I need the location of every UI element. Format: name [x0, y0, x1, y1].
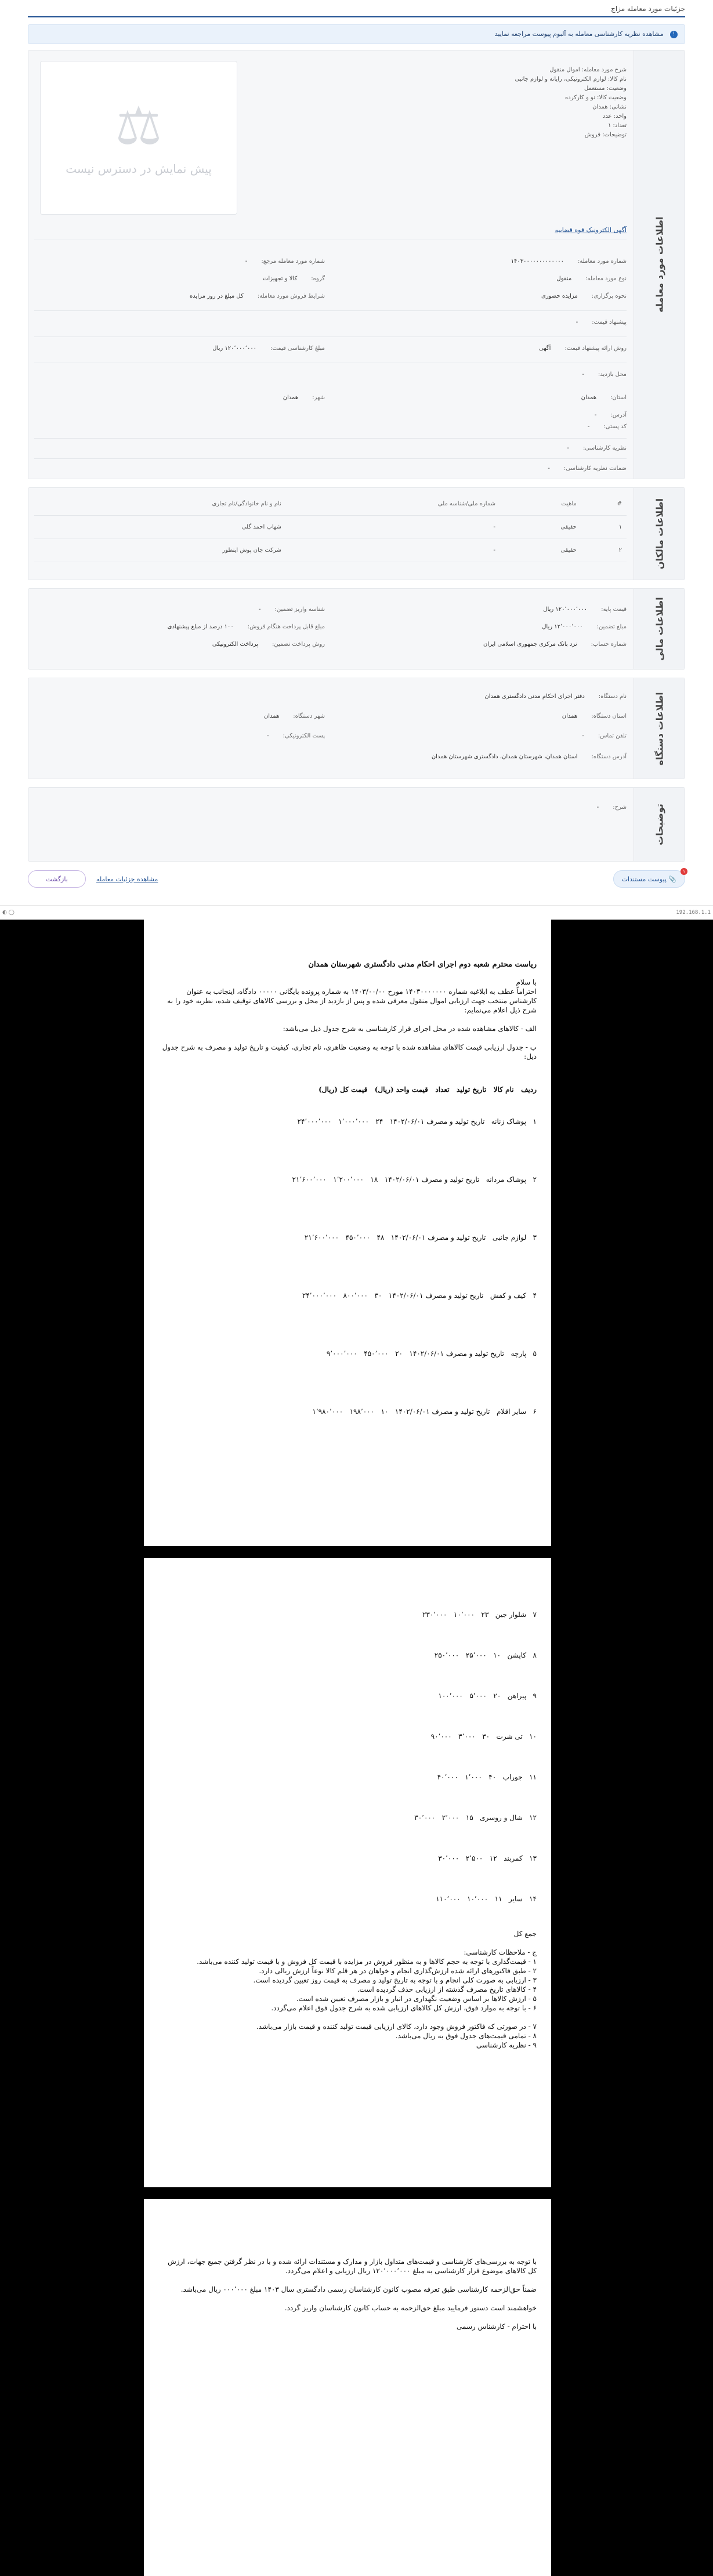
notice-banner — [28, 24, 685, 44]
attachments-count-badge: ۱ — [681, 868, 687, 875]
field-label: استان: — [610, 395, 627, 401]
status-ip: 192.168.1.1 — [676, 910, 711, 916]
document-table-row: ۲ پوشاک مردانه تاریخ تولید و مصرف ۱۴۰۲/۰۶/۰۱ ۱۸ ۱٬۲۰۰٬۰۰۰ ۲۱٬۶۰۰٬۰۰۰ — [292, 1175, 537, 1184]
table-cell: - — [286, 539, 500, 562]
divider — [34, 458, 627, 459]
field-value: همدان — [263, 713, 280, 719]
owners-table — [34, 493, 627, 562]
section-description-header — [634, 788, 685, 861]
summary-line: نشانی: همدان — [592, 104, 627, 110]
paperclip-icon: 📎 — [668, 875, 676, 883]
section-deal-header — [634, 50, 685, 479]
field-label: پست الکترونیکی: — [283, 733, 325, 739]
column-header: شماره ملی/شناسه ملی — [286, 493, 500, 516]
section-finance-header — [634, 589, 685, 669]
field-label: نظریه کارشناسی: — [583, 445, 627, 451]
section-finance — [28, 588, 685, 670]
field-label: تلفن تماس: — [598, 733, 627, 739]
no-image-caption: پیش نمایش در دسترس نیست — [66, 161, 212, 176]
field-label: قیمت پایه: — [601, 606, 627, 613]
status-bar — [0, 905, 713, 920]
field-value: ۱۰۰ درصد از مبلغ پیشنهادی — [167, 624, 234, 630]
document-table-row: ۸ کاپشن ۱۰ ۲۵٬۰۰۰ ۲۵۰٬۰۰۰ — [434, 1651, 537, 1659]
document-table-row: ۱۴ سایر ۱۱ ۱۰٬۰۰۰ ۱۱۰٬۰۰۰ — [436, 1895, 537, 1903]
divider — [34, 438, 627, 439]
section-description — [28, 787, 685, 862]
field-row — [576, 319, 627, 325]
summary-line: واحد: عدد — [602, 113, 627, 120]
gavel-icon: ⚖ — [115, 95, 162, 157]
section-owners-header — [634, 488, 685, 580]
section-deal-body — [34, 55, 627, 474]
field-row — [567, 445, 627, 451]
field-value: - — [245, 258, 248, 265]
document-table-row: ۱۰ تی شرت ۳۰ ۳٬۰۰۰ ۹۰٬۰۰۰ — [430, 1732, 537, 1741]
electronic-notice-link[interactable]: آگهی الکترونیک قوه قضاییه — [555, 226, 627, 234]
summary-line: تعداد: ۱ — [607, 122, 627, 129]
field-value: - — [548, 465, 550, 472]
document-page-2 — [144, 1558, 551, 2187]
field-value: - — [258, 606, 261, 613]
document-table-row: ۷ شلوار جین ۲۳ ۱۰٬۰۰۰ ۲۳۰٬۰۰۰ — [422, 1611, 537, 1619]
field-value: همدان — [562, 713, 578, 719]
field-row — [484, 693, 627, 700]
field-label: کد پستی: — [603, 424, 627, 430]
field-row — [548, 465, 627, 472]
field-row — [245, 258, 325, 265]
document-heading: ریاست محترم شعبه دوم اجرای احکام مدنی دادگستری شهرستان همدان — [308, 960, 537, 969]
field-label: پیشنهاد قیمت: — [592, 319, 627, 325]
section-deal-title: اطلاعات مورد معامله — [654, 216, 665, 313]
field-row — [511, 258, 627, 265]
field-value: ۱۴۰۳۰۰۰۰۰۰۰۰۰۰۰۰۰ — [511, 258, 564, 265]
document-page-3 — [144, 2199, 551, 2576]
field-row — [539, 345, 627, 352]
document-table-row: ۳ لوازم جانبی تاریخ تولید و مصرف ۱۴۰۲/۰۶/۰۱ ۴۸ ۴۵۰٬۰۰۰ ۲۱٬۶۰۰٬۰۰۰ — [304, 1233, 537, 1242]
field-value: - — [594, 412, 597, 418]
summary-line: نام کالا: لوازم الکترونیکی، رایانه و لوازم جانبی — [515, 76, 627, 82]
field-row — [542, 624, 627, 630]
table-cell: حقیقی — [500, 516, 581, 539]
owners-header-row — [34, 493, 627, 516]
field-value: آگهی — [538, 345, 551, 352]
field-label: ضمانت نظریه کارشناسی: — [563, 465, 627, 472]
field-value: - — [567, 445, 569, 451]
document-table-row: ۱۳ کمربند ۱۲ ۲٬۵۰۰ ۳۰٬۰۰۰ — [438, 1854, 537, 1862]
section-owners-title: اطلاعات مالکان — [654, 498, 665, 570]
field-label: گروه: — [311, 276, 325, 282]
field-label: روش ارائه پیشنهاد قیمت: — [564, 345, 627, 352]
section-deal — [28, 50, 685, 479]
details-panel — [0, 0, 713, 920]
document-table-row: ۹ پیراهن ۲۰ ۵٬۰۰۰ ۱۰۰٬۰۰۰ — [438, 1692, 537, 1700]
section-description-title: توضیحات — [654, 804, 665, 845]
document-table-row: ۱۱ جوراب ۴۰ ۱٬۰۰۰ ۴۰٬۰۰۰ — [437, 1773, 537, 1781]
page-title: جزئیات مورد معامله مزاج — [611, 5, 685, 13]
field-label: آدرس دستگاه: — [591, 754, 627, 760]
field-row — [556, 276, 627, 282]
table-cell: حقیقی — [500, 539, 581, 562]
column-header: # — [581, 493, 627, 516]
field-label: مبلغ کارشناسی قیمت: — [270, 345, 325, 352]
section-description-body — [34, 793, 627, 856]
field-value: نزد بانک مرکزی جمهوری اسلامی ایران — [483, 641, 577, 647]
field-row — [264, 713, 325, 719]
field-value: پرداخت الکترونیکی — [212, 641, 258, 647]
info-icon: ! — [670, 31, 678, 38]
field-row — [595, 412, 627, 418]
section-organ-title: اطلاعات دستگاه — [654, 692, 665, 765]
field-row — [283, 395, 325, 401]
field-value: منقول — [556, 276, 572, 282]
field-label: آدرس: — [610, 412, 627, 418]
document-body: با توجه به بررسی‌های کارشناسی و قیمت‌های متداول بازار و مدارک و مستندات ارائه شده و با در نظر گرفتن جمیع جهات، ارزش کل کالاهای موضوع قرار کارشناسی به مبلغ ۱۲۰٬۰۰۰٬۰۰۰ ریال ارزیابی و اعلام می‌گردد. ضمناً حق‌الزحمه کارشناسی طبق تعرفه مصوب کانون کارشناسان رسمی دادگستری سال ۱۴۰۳ مبلغ ۰۰۰٬۰۰۰ ریال می‌باشد. خواهشمند است دستور فرمایید مبلغ حق‌الزحمه به حساب کانون کارشناسان واریز گردد. با احترام - کارشناس رسمی — [168, 2257, 537, 2331]
field-label: شماره مورد معامله مرجع: — [261, 258, 325, 265]
field-label: شرایط فروش مورد معامله: — [257, 293, 325, 299]
field-row — [582, 733, 627, 739]
field-value: همدان — [283, 395, 299, 401]
field-value: ۱۲۰٬۰۰۰٬۰۰۰ ریال — [543, 606, 588, 613]
field-value: - — [596, 804, 599, 811]
field-label: نحوه برگزاری: — [591, 293, 627, 299]
document-table-row: ۶ سایر اقلام تاریخ تولید و مصرف ۱۴۰۲/۰۶/۰۱ ۱۰ ۱۹۸٬۰۰۰ ۱٬۹۸۰٬۰۰۰ — [312, 1408, 537, 1416]
table-cell: - — [286, 516, 500, 539]
back-button[interactable]: بازگشت — [28, 870, 86, 888]
summary-line: توضیحات: فروش — [584, 132, 627, 138]
document-table-header: ردیف نام کالا تاریخ تولید تعداد قیمت واحد (ریال) قیمت کل (ریال) — [319, 1086, 537, 1094]
table-cell: شهاب احمد گلی — [34, 516, 286, 539]
field-value: کالا و تجهیزات — [263, 276, 298, 282]
field-label: شهر دستگاه: — [293, 713, 325, 719]
document-page-1 — [144, 920, 551, 1546]
field-label: نام دستگاه: — [598, 693, 627, 700]
field-row — [562, 713, 627, 719]
section-owners — [28, 487, 685, 580]
field-label: شماره مورد معامله: — [577, 258, 627, 265]
field-row — [259, 606, 325, 613]
table-row — [34, 516, 627, 539]
status-icons: ◐ ◯ — [2, 910, 15, 916]
view-details-link[interactable]: مشاهده جزئیات معامله — [96, 875, 158, 883]
field-label: مبلغ تضمین: — [596, 624, 627, 630]
document-table-row: ۱۲ شال و روسری ۱۵ ۲٬۰۰۰ ۳۰٬۰۰۰ — [414, 1814, 537, 1822]
field-value: - — [582, 733, 584, 739]
field-label: شماره حساب: — [591, 641, 627, 647]
section-finance-body — [34, 594, 627, 664]
field-value: همدان — [581, 395, 597, 401]
field-row — [190, 293, 325, 299]
field-row — [483, 641, 627, 647]
field-row — [541, 293, 627, 299]
column-header: نام و نام خانوادگی/نام تجاری — [34, 493, 286, 516]
document-body: جمع کل ج - ملاحظات کارشناسی: ۱ - قیمت‌گذاری با توجه به حجم کالاها و به منظور فروش در مزایده با قیمت کل فروش و با قیمت تولید کننده می‌باشد. ۲ - طبق فاکتورهای ارائه شده ارزش‌گذاری انجام و خواهان در هر قلم کالا نوعاً ارزش ریالی دارد. ۳ - ارزیابی به صورت کلی انجام و با توجه به تاریخ تولید و مصرف به قیمت روز تعیین گردیده است. ۴ - کالاهای تاریخ مصرف گذشته از ارزیابی حذف گردیده است. ۵ - ارزش کالاها بر اساس وضعیت نگهداری در انبار و بازار مصرف تعیین شده است. ۶ - با توجه به موارد فوق، ارزش کل کالاهای ارزیابی شده به شرح جدول فوق اعلام می‌گردد. ۷ - در صورتی که فاکتور فروش وجود دارد، کالای ارزیابی قیمت تولید کننده و قیمت بازار می‌باشد. ۸ - تمامی قیمت‌های جدول فوق به ریال می‌باشد. ۹ - نظریه کارشناسی — [197, 1930, 537, 2049]
section-finance-title: اطلاعات مالی — [654, 597, 665, 661]
field-value: مزایده حضوری — [541, 293, 578, 299]
field-value: ۱۲۰٬۰۰۰٬۰۰۰ ریال — [212, 345, 257, 352]
column-header: ماهیت — [500, 493, 581, 516]
attachments-button[interactable] — [613, 870, 685, 888]
divider — [34, 310, 627, 311]
field-label: شناسه واریز تضمین: — [274, 606, 325, 613]
section-organ-header — [634, 678, 685, 779]
field-label: شرح: — [613, 804, 627, 811]
table-cell: شرکت جان پوش اینطور — [34, 539, 286, 562]
field-value: - — [587, 424, 590, 430]
attachments-label: پیوست مستندات — [621, 875, 667, 883]
field-row — [267, 733, 325, 739]
section-owners-body — [34, 493, 627, 575]
field-row — [582, 371, 627, 378]
field-row — [581, 395, 627, 401]
field-label: روش پرداخت تضمین: — [272, 641, 325, 647]
section-organ-body — [34, 683, 627, 774]
document-table-row: ۱ پوشاک زنانه تاریخ تولید و مصرف ۱۴۰۲/۰۶/۰۱ ۲۴ ۱٬۰۰۰٬۰۰۰ ۲۴٬۰۰۰٬۰۰۰ — [297, 1117, 537, 1126]
section-organ — [28, 678, 685, 779]
field-row — [432, 754, 627, 760]
table-cell: ۱ — [581, 516, 627, 539]
summary-line: وضعیت کالا: نو و کارکرده — [565, 95, 627, 101]
title-divider — [28, 16, 685, 17]
document-body: با سلام احتراماً عطف به ابلاغیه شماره ۱۴۰۳۰۰۰۰۰۰۰ مورخ ۱۴۰۳/۰۰/۰۰ به شماره پرونده بایگانی ۰۰۰۰۰ دادگاه، اینجانب به عنوان کارشناس منتخب جهت ارزیابی اموال منقول معرفی شده و پس از بازدید از محل و بررسی کالاهای توقیف شده، نظریه خود را به شرح ذیل اعلام می‌نمایم: الف - کالاهای مشاهده شده در محل اجرای قرار کارشناسی به شرح جدول ذیل می‌باشد: ب - جدول ارزیابی قیمت کالاهای مشاهده شده با توجه به وضعیت ظاهری، نام تجاری، کیفیت و تاریخ تولید و مصرف به شرح جدول ذیل: — [162, 978, 537, 1061]
document-viewer[interactable] — [0, 920, 713, 2576]
field-row — [597, 804, 627, 811]
summary-line: شرح مورد معامله: اموال منقول — [549, 67, 627, 73]
field-value: - — [576, 319, 578, 325]
field-row — [168, 624, 325, 630]
field-value: دفتر اجرای احکام مدنی دادگستری همدان — [484, 693, 585, 700]
field-row — [543, 606, 627, 613]
field-label: استان دستگاه: — [591, 713, 627, 719]
field-row — [263, 276, 325, 282]
field-label: شهر: — [312, 395, 325, 401]
field-row — [588, 424, 627, 430]
field-value: استان همدان، شهرستان همدان، دادگستری شهرستان همدان — [431, 754, 578, 760]
field-label: مبلغ قابل پرداخت هنگام فروش: — [247, 624, 325, 630]
field-value: - — [582, 371, 584, 378]
document-table-row: ۵ پارچه تاریخ تولید و مصرف ۱۴۰۲/۰۶/۰۱ ۲۰ ۴۵۰٬۰۰۰ ۹٬۰۰۰٬۰۰۰ — [326, 1349, 537, 1358]
field-value: کل مبلغ در روز مزایده — [190, 293, 244, 299]
table-cell: ۲ — [581, 539, 627, 562]
notice-text: مشاهده نظریه کارشناسی معامله به آلبوم پیوست مراجعه نمایید — [494, 30, 664, 38]
field-label: محل بازدید: — [598, 371, 627, 378]
field-value: - — [266, 733, 269, 739]
field-value: ۱۲٬۰۰۰٬۰۰۰ ریال — [542, 624, 583, 630]
table-row — [34, 539, 627, 562]
image-placeholder — [40, 61, 237, 215]
document-table-row: ۴ کیف و کفش تاریخ تولید و مصرف ۱۴۰۲/۰۶/۰۱ ۳۰ ۸۰۰٬۰۰۰ ۲۴٬۰۰۰٬۰۰۰ — [302, 1291, 537, 1300]
summary-line: وضعیت: مستعمل — [584, 85, 627, 92]
field-row — [212, 345, 325, 352]
field-label: نوع مورد معامله: — [585, 276, 627, 282]
field-row — [212, 641, 325, 647]
